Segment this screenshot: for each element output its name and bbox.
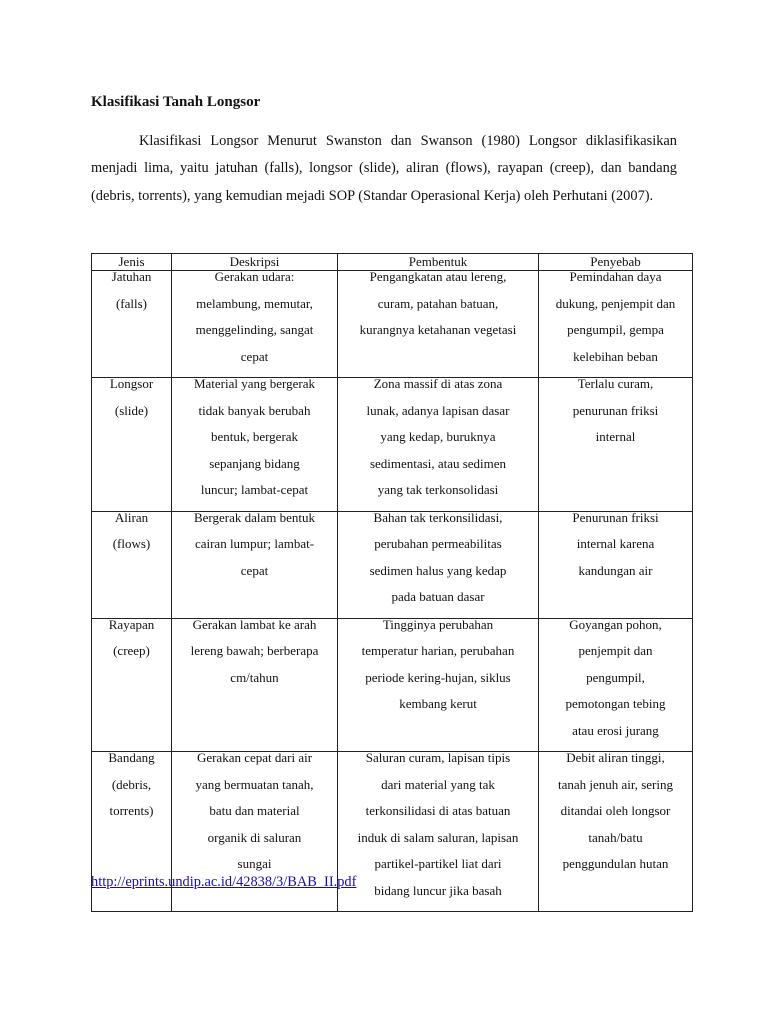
table-row [92,511,693,618]
cell-text-line: Tingginya perubahan [382,618,494,632]
cell-text-line: Material yang bergerak [193,377,316,391]
intro-paragraph: Klasifikasi Longsor Menurut Swanston dan Swanson (1980) Longsor diklasifikasikan menjadi lima, yaitu jatuhan (falls), longsor (slide), aliran (flows), rayapan (creep), dan bandang (debris, torrents), yang kemudian mejadi SOP (Standar Operasional Kerja) oleh Perhutani (2007). [91,133,677,204]
source-link[interactable]: http://eprints.undip.ac.id/42838/3/BAB_II.pdf [91,874,357,890]
cell-text-line: sedimen halus yang kedap [369,562,507,578]
cell-text-line: (creep) [113,643,150,658]
header-pembentuk: Pembentuk [338,254,539,271]
cell-text-line: lereng bawah; berberapa [190,643,319,658]
cell-text-line: sedimentasi, atau sedimen [369,455,507,471]
cell-pembentuk [338,752,539,912]
cell-pembentuk [338,378,539,512]
cell-text-line: pada batuan dasar [391,589,485,604]
cell-jenis [92,271,172,378]
cell-deskripsi [172,378,338,512]
cell-text-line: Goyangan pohon, [569,618,662,632]
table-row [92,271,693,378]
cell-text-line: Debit aliran tinggi, [566,751,665,765]
cell-penyebab [539,618,693,752]
cell-text-line: Aliran [114,511,149,525]
header-jenis: Jenis [92,254,172,271]
cell-text-line: temperatur harian, perubahan [361,643,515,658]
cell-text-line: yang kedap, buruknya [380,429,496,444]
cell-deskripsi [172,618,338,752]
cell-text-line: curam, patahan batuan, [377,295,499,311]
cell-jenis [92,378,172,512]
cell-text-line: menggelinding, sangat [195,322,314,337]
cell-text-line: pemotongan tebing [565,696,666,711]
cell-text-line: atau erosi jurang [572,722,659,738]
cell-text-line: (falls) [115,295,148,311]
cell-text-line: sungai [237,856,272,871]
cell-text-line: (flows) [112,536,151,551]
cell-text-line: tanah/batu [588,829,643,845]
cell-text-line: internal [595,429,636,444]
cell-text-line: induk di salam saluran, lapisan [357,829,519,845]
cell-text-line: (debris, [111,776,152,792]
cell-text-line: lunak, adanya lapisan dasar [366,402,510,418]
cell-text-line: Gerakan cepat dari air [196,751,313,765]
cell-text-line: tanah jenuh air, sering [558,776,673,792]
cell-text-line: Bergerak dalam bentuk [193,511,316,525]
cell-text-line: (slide) [114,402,149,418]
cell-text-line: Longsor [109,377,154,391]
cell-text-line: terkonsilidasi di atas batuan [365,803,511,818]
cell-text-line: pengumpil, gempa [567,322,664,337]
cell-text-line: ditandai oleh longsor [560,803,671,818]
table-row [92,378,693,512]
cell-text-line: luncur; lambat-cepat [200,482,309,497]
cell-text-line: bidang luncur jika basah [374,882,502,898]
cell-text-line: Terlalu curam, [577,377,654,391]
cell-text-line: Jatuhan [111,270,152,284]
cell-text-line: penggundulan hutan [562,856,669,871]
cell-text-line: penurunan friksi [572,402,659,418]
cell-jenis [92,511,172,618]
cell-text-line: kandungan air [578,562,653,578]
cell-penyebab [539,511,693,618]
cell-text-line: cepat [240,348,269,364]
cell-penyebab [539,271,693,378]
cell-penyebab [539,752,693,912]
document-title: Klasifikasi Tanah Longsor [91,94,261,110]
cell-text-line: kelebihan beban [573,348,658,364]
cell-text-line: dari material yang tak [381,776,495,792]
cell-text-line: Zona massif di atas zona [373,377,503,391]
cell-pembentuk [338,271,539,378]
cell-text-line: pengumpil, [586,669,645,685]
cell-text-line: periode kering-hujan, siklus [365,669,511,685]
cell-deskripsi [172,511,338,618]
cell-text-line: Gerakan lambat ke arah [192,618,317,632]
cell-text-line: torrents) [109,803,154,818]
cell-text-line: Bandang [108,751,155,765]
cell-pembentuk [338,511,539,618]
cell-text-line: perubahan permeabilitas [374,536,502,551]
cell-text-line: cm/tahun [230,669,279,685]
cell-deskripsi [172,271,338,378]
cell-pembentuk [338,618,539,752]
table-row [92,618,693,752]
cell-text-line: batu dan material [209,803,300,818]
cell-text-line: Saluran curam, lapisan tipis [365,751,511,765]
header-penyebab: Penyebab [539,254,693,271]
cell-text-line: cairan lumpur; lambat- [194,536,315,551]
cell-text-line: bentuk, bergerak [210,429,299,444]
cell-text-line: partikel-partikel liat dari [374,856,502,871]
cell-text-line: penjempit dan [578,643,653,658]
cell-text-line: tidak banyak berubah [198,402,311,418]
table-header-row [92,254,693,271]
header-deskripsi: Deskripsi [172,254,338,271]
cell-penyebab [539,378,693,512]
cell-text-line: organik di saluran [207,829,302,845]
cell-text-line: Pemindahan daya [569,270,662,284]
cell-text-line: Bahan tak terkonsilidasi, [373,511,503,525]
cell-text-line: yang tak terkonsolidasi [377,482,499,497]
cell-text-line: sepanjang bidang [209,455,300,471]
cell-jenis [92,618,172,752]
cell-text-line: kurangnya ketahanan vegetasi [359,322,517,337]
cell-text-line: Gerakan udara: [214,270,295,284]
cell-text-line: melambung, memutar, [196,295,313,311]
table-body [92,271,693,912]
cell-text-line: Pengangkatan atau lereng, [369,270,507,284]
cell-text-line: Penurunan friksi [572,511,659,525]
cell-text-line: cepat [240,562,269,578]
cell-text-line: kembang kerut [399,696,477,711]
cell-text-line: yang bermuatan tanah, [195,776,314,792]
classification-table [91,253,693,912]
cell-text-line: dukung, penjempit dan [555,295,676,311]
cell-text-line: Rayapan [108,618,155,632]
cell-text-line: internal karena [576,536,655,551]
